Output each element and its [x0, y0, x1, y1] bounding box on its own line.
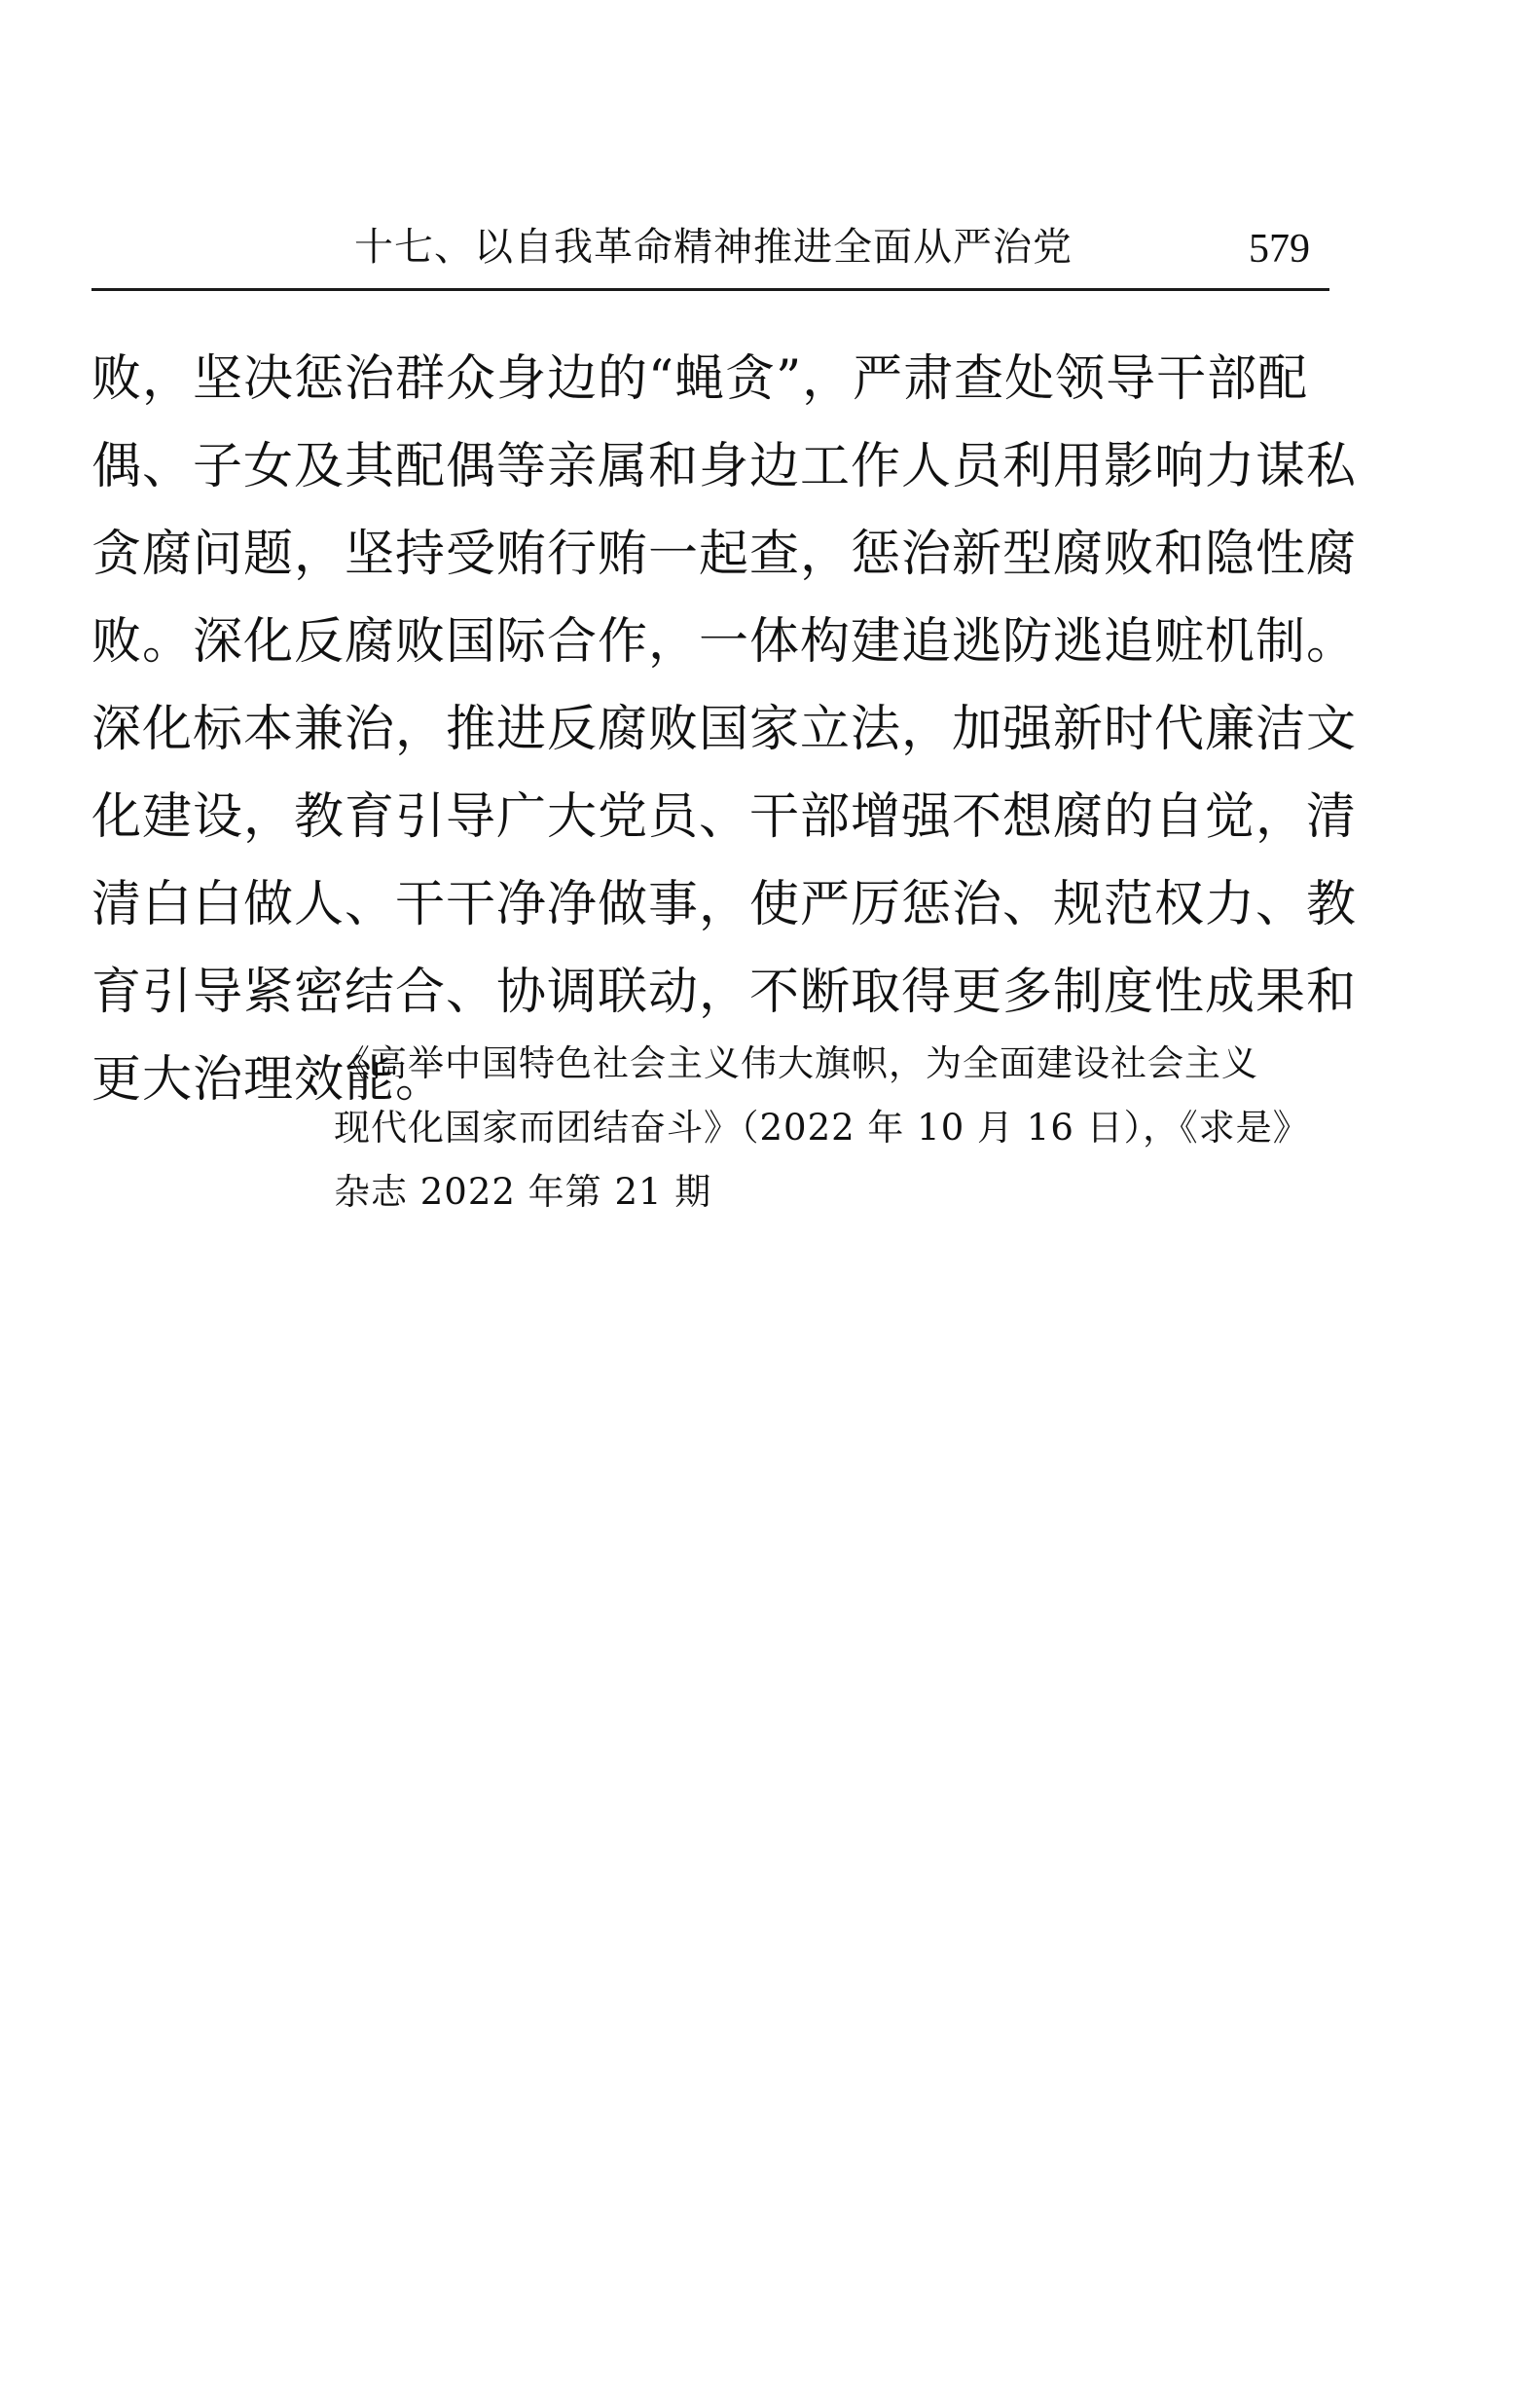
body-line: 清白白做人、干干净净做事，使严厉惩治、规范权力、教	[91, 876, 1358, 933]
citation-line: 杂志 2022 年第 21 期	[334, 1171, 712, 1213]
body-paragraph	[91, 336, 1358, 1124]
body-line: 深化标本兼治，推进反腐败国家立法，加强新时代廉洁文	[91, 701, 1358, 758]
citation-line: 《高举中国特色社会主义伟大旗帜，为全面建设社会主义	[334, 1042, 1258, 1084]
body-line: 败。深化反腐败国际合作，一体构建追逃防逃追赃机制。	[91, 613, 1358, 671]
page-number: 579	[1249, 227, 1310, 272]
body-line: 更大治理效能。	[91, 1051, 447, 1109]
citation-line: 现代化国家而团结奋斗》（2022 年 10 月 16 日），《求是》	[334, 1107, 1310, 1149]
source-citation	[334, 1032, 1329, 1224]
body-line: 败，坚决惩治群众身边的“蝇贪”，严肃查处领导干部配	[91, 350, 1309, 408]
body-line: 化建设，教育引导广大党员、干部增强不想腐的自觉，清	[91, 788, 1358, 846]
body-line: 育引导紧密结合、协调联动，不断取得更多制度性成果和	[91, 964, 1358, 1021]
body-line: 贪腐问题，坚持受贿行贿一起查，惩治新型腐败和隐性腐	[91, 526, 1358, 583]
body-line: 偶、子女及其配偶等亲属和身边工作人员利用影响力谋私	[91, 438, 1358, 495]
running-head	[91, 220, 1329, 291]
section-title: 十七、以自我革命精神推进全面从严治党	[354, 225, 1073, 270]
